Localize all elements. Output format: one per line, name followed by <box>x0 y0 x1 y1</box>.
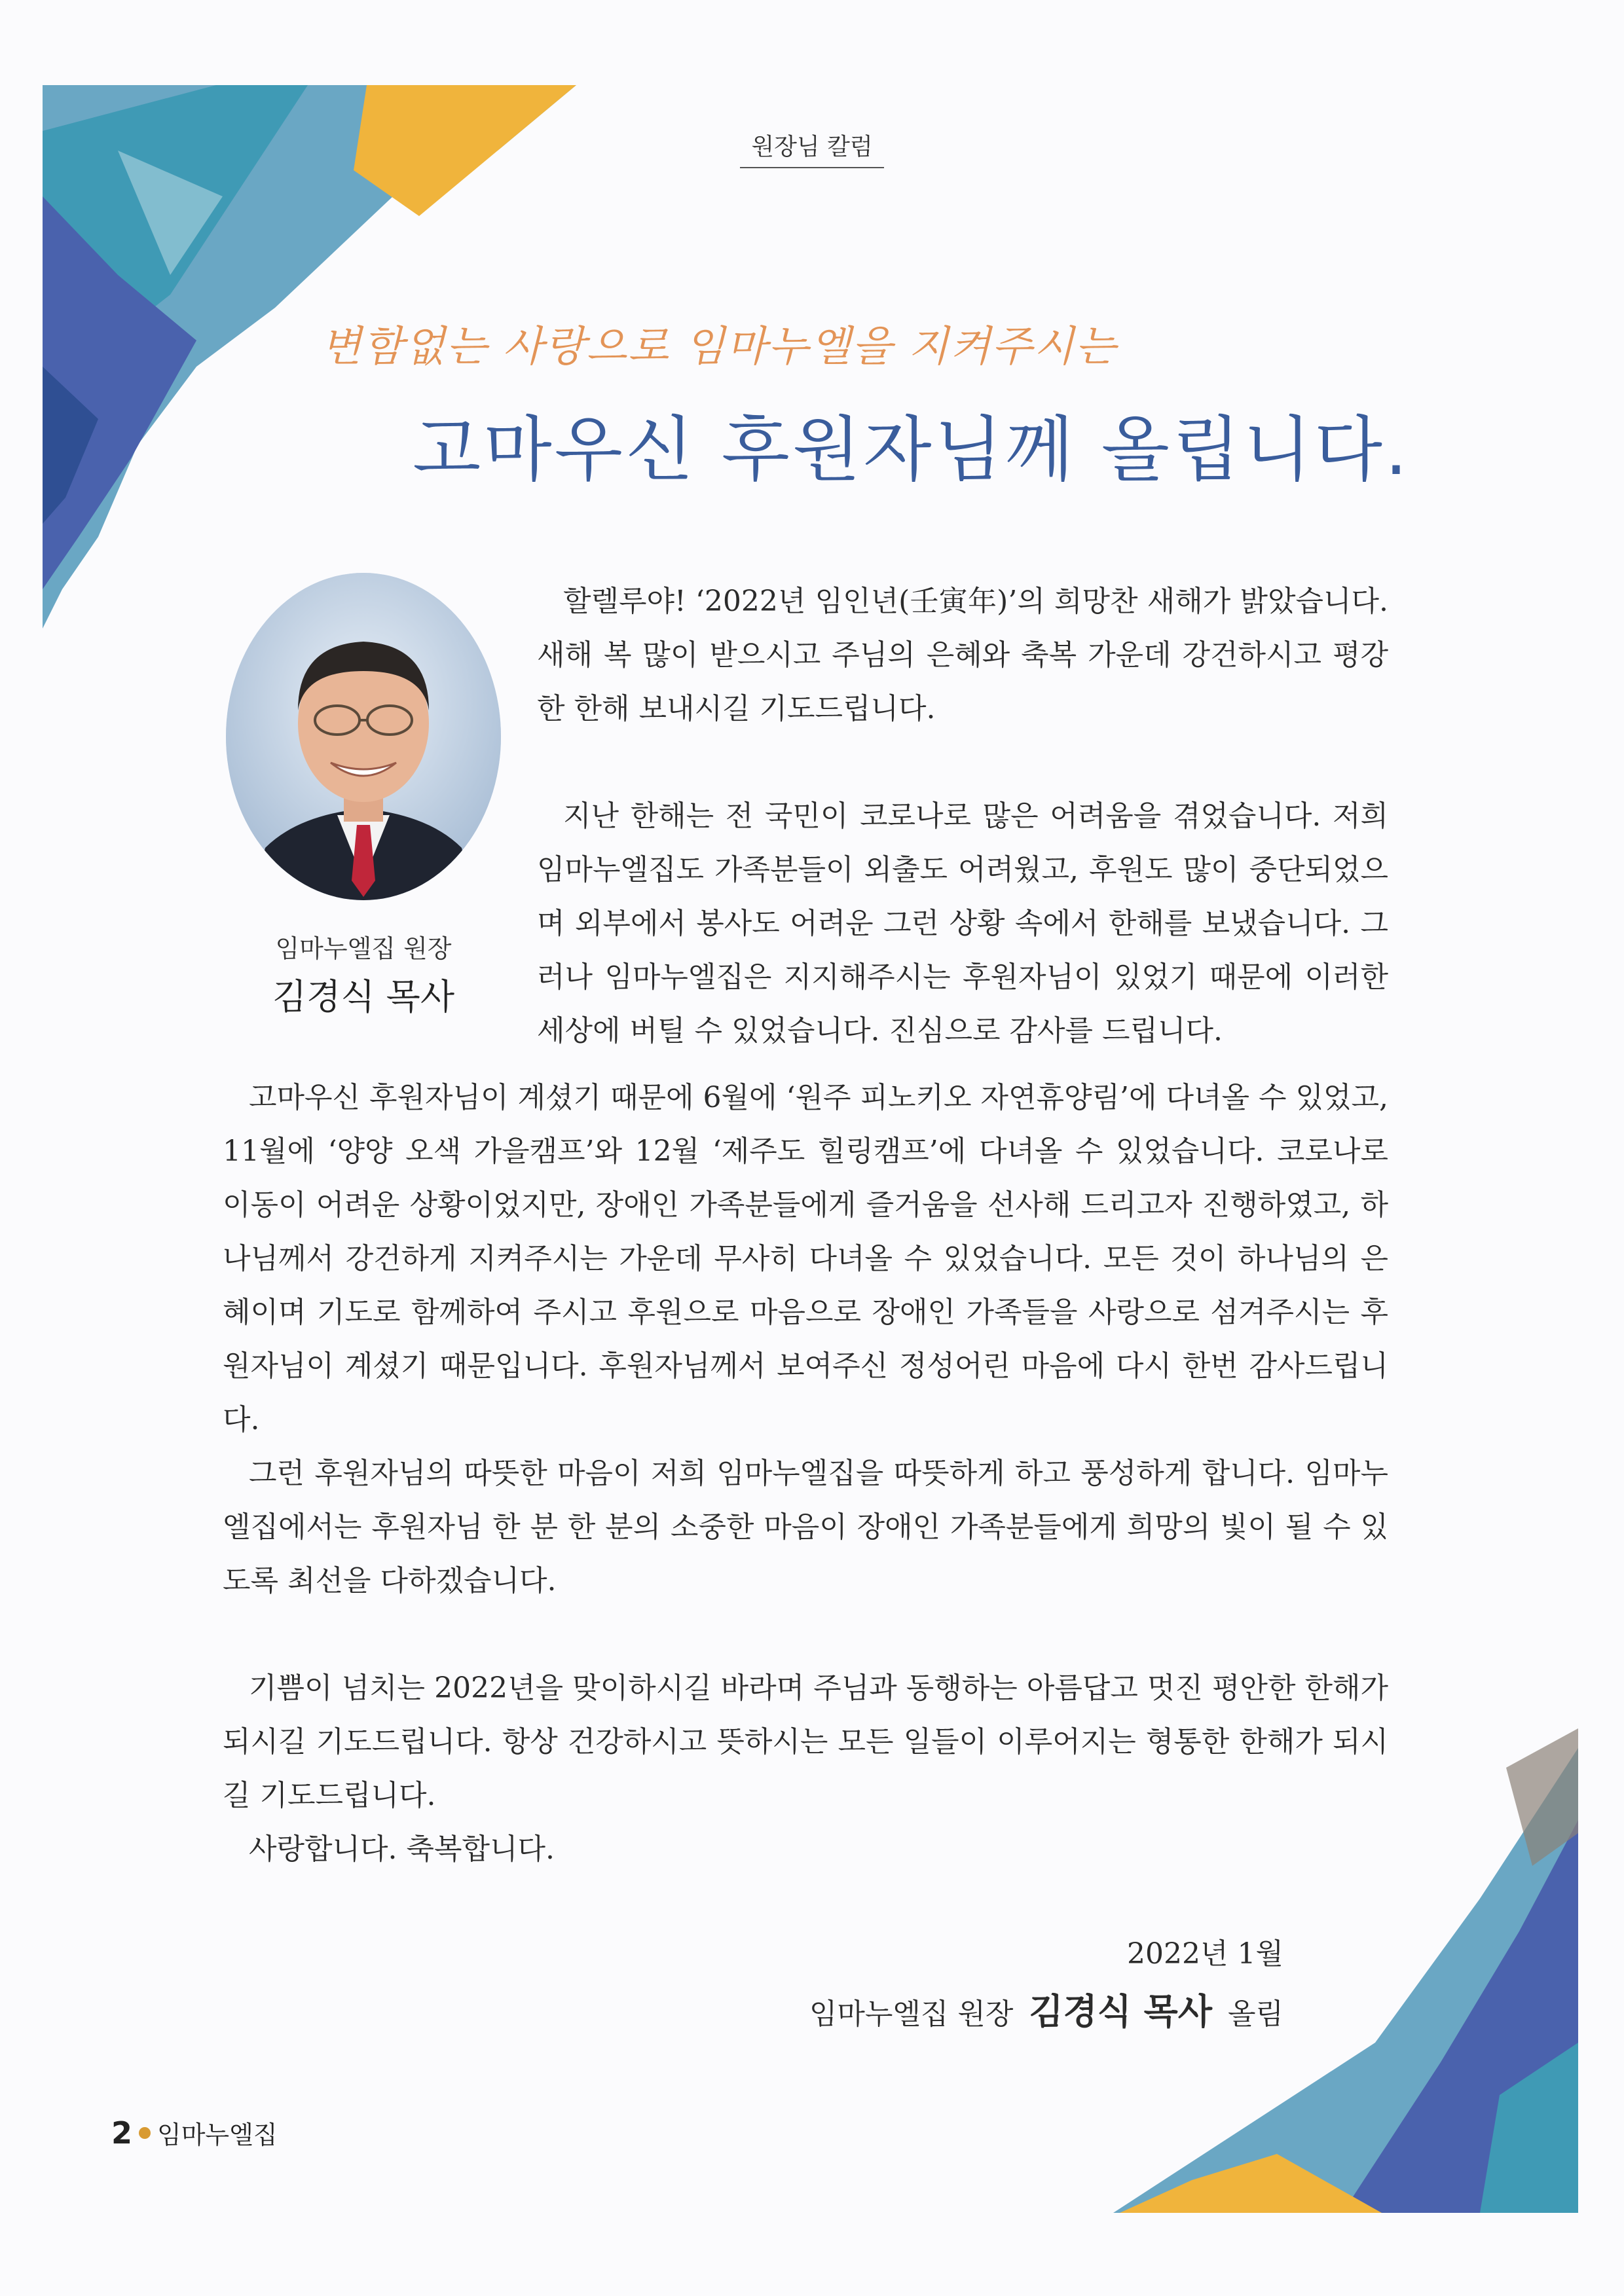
signature-name: 김경식 목사 <box>1029 1991 1212 2032</box>
paragraph-warm-heart: 그런 후원자님의 따뜻한 마음이 저희 임마누엘집을 따뜻하게 하고 풍성하게 합니다. 임마누엘집에서는 후원자님 한 분 한 분의 소중한 마음이 장애인 가족분들에게 희망의 빛이 될 수 있도록 최선을 다하겠습니다. <box>223 1457 1388 1597</box>
paragraph-gap <box>537 736 1388 790</box>
subtitle: 변함없는 사랑으로 임마누엘을 지켜주시는 <box>321 323 1117 371</box>
paragraph-last-year: 지난 한해는 전 국민이 코로나로 많은 어려움을 겪었습니다. 저희 임마누엘집도 가족분들이 외출도 어려웠고, 후원도 많이 중단되었으며 외부에서 봉사도 어려운 그런 상황 속에서 한해를 보냈습니다. 그러나 임마누엘집은 지지해주시는 후원자님이 있었기 때문에 이러한 세상에 버틸 수 있었습니다. 진심으로 감사를 드립니다. <box>537 799 1388 1048</box>
portrait-illustration <box>226 573 501 900</box>
paragraph-gap <box>223 1608 1388 1662</box>
bullet-dot-icon <box>139 2127 151 2139</box>
page-footer <box>111 2115 278 2151</box>
body-side-column <box>537 575 1388 1058</box>
author-portrait <box>226 573 501 900</box>
page-title: 고마우신 후원자님께 올립니다. <box>413 409 1411 491</box>
letter-date: 2022년 1월 <box>1127 1937 1283 1971</box>
paragraph-greeting: 할렐루야! ‘2022년 임인년(壬寅年)’의 희망찬 새해가 밝았습니다. 새해 복 많이 받으시고 주님의 은혜와 축복 가운데 강건하시고 평강한 한해 보내시길 기도드립니다. <box>537 585 1388 725</box>
paragraph-blessing: 사랑합니다. 축복합니다. <box>249 1832 555 1866</box>
author-name: 김경식 목사 <box>272 976 454 1017</box>
author-role: 임마누엘집 원장 <box>275 934 452 963</box>
publication-name: 임마누엘집 <box>157 2121 278 2149</box>
body-full-column <box>223 1071 1388 1876</box>
signature-prefix: 임마누엘집 원장 <box>809 1997 1014 2031</box>
paragraph-thanks: 고마우신 후원자님이 계셨기 때문에 6월에 ‘원주 피노키오 자연휴양림’에 다녀올 수 있었고, 11월에 ‘양양 오색 가을캠프’와 12월 ‘제주도 힐링캠프’에 다녀올 수 있었습니다. 코로나로 이동이 어려운 상황이었지만, 장애인 가족분들에게 즐거움을 선사해 드리고자 진행하였고, 하나님께서 강건하게 지켜주시는 가운데 무사히 다녀올 수 있었습니다. 모든 것이 하나님의 은혜이며 기도로 함께하여 주시고 후원으로 마음으로 장애인 가족들을 사랑으로 섬겨주시는 후원자님이 계셨기 때문입니다. 후원자님께서 보여주신 정성어린 마음에 다시 한번 감사드립니다. <box>223 1081 1388 1436</box>
paragraph-new-year: 기쁨이 넘치는 2022년을 맞이하시길 바라며 주님과 동행하는 아름답고 멋진 평안한 한해가 되시길 기도드립니다. 항상 건강하시고 뜻하시는 모든 일들이 이루어지는 형통한 한해가 되시길 기도드립니다. <box>223 1671 1388 1812</box>
signature-suffix: 올림 <box>1227 1997 1283 2031</box>
section-tag: 원장님 칼럼 <box>740 128 884 168</box>
page-number: 2 <box>111 2115 133 2151</box>
signature-line <box>747 1984 1283 2034</box>
